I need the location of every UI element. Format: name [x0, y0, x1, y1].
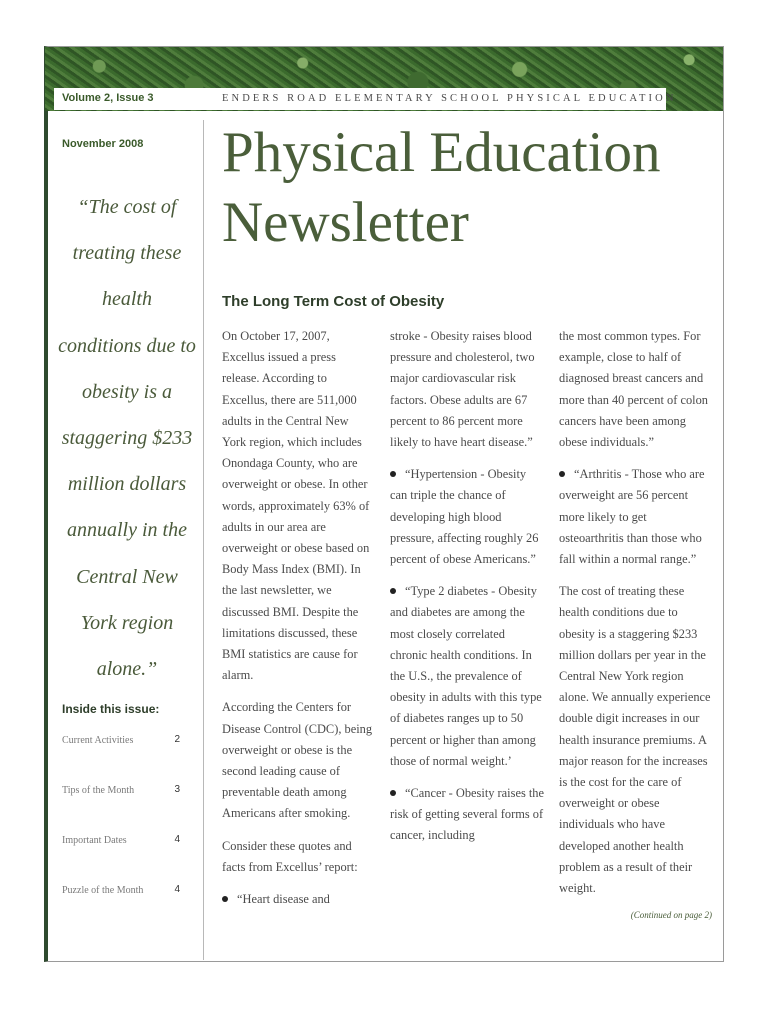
continued-link[interactable]: (Continued on page 2)	[630, 910, 712, 920]
newsletter-title	[222, 118, 661, 258]
bullet-text: “Hypertension - Obesity can triple the chance of developing high blood pressure, affecting roughly 26 percent of obese Americans.”	[390, 467, 539, 567]
bullet-item	[559, 464, 713, 570]
article-column-3	[559, 326, 713, 910]
bullet-dot	[222, 896, 228, 902]
column-divider	[203, 120, 204, 960]
article-headline: The Long Term Cost of Obesity	[222, 293, 445, 310]
toc-page: 4	[174, 834, 180, 845]
paragraph: stroke - Obesity raises blood pressure and cholesterol, two major cardiovascular risk factors. Obese adults are 67 percent to 86 percent more likely to have heart disease.”	[390, 329, 535, 450]
title-line: Physical Education	[222, 121, 661, 184]
toc-label: Puzzle of the Month	[62, 885, 144, 896]
school-name: ENDERS ROAD ELEMENTARY SCHOOL PHYSICAL EDUCATION	[222, 93, 677, 104]
pull-quote-line: annually in the	[67, 519, 187, 542]
article-column-2	[390, 326, 544, 858]
bullet-dot	[390, 471, 396, 477]
paragraph: Consider these quotes and facts from Excellus’ report:	[222, 838, 358, 874]
paragraph: the most common types. For example, close to half of diagnosed breast cancers and more than 40 percent of colon cancers have been among obese individuals.”	[559, 329, 708, 450]
paragraph: On October 17, 2007, Excellus issued a press release. According to Excellus, there are 511,000 adults in the Central New York region, which includes Onondaga County, who are overweight or obese. In other words, approximately 63% of adults in our area are overweight or obese based on Body Mass Index (BMI). In the last newsletter, we discussed BMI. Despite the limitations discussed, these BMI statistics are cause for alarm.	[222, 329, 370, 683]
bullet-dot	[390, 790, 396, 796]
bullet-dot	[390, 588, 396, 594]
toc-item-important-dates[interactable]	[62, 835, 180, 849]
pull-quote-line: staggering $233	[61, 427, 193, 450]
bullet-dot	[559, 471, 565, 477]
pull-quote-line: York region	[80, 611, 174, 634]
toc-item-puzzle-of-the-month[interactable]	[62, 885, 180, 899]
paragraph: According the Centers for Disease Control (CDC), being overweight or obese is the second leading cause of preventable death among Americans after smoking.	[222, 700, 373, 821]
toc-page: 3	[174, 784, 180, 795]
pull-quote-line: obesity is a	[82, 380, 172, 403]
pull-quote-line: health	[102, 288, 152, 311]
pull-quote-line: alone.”	[96, 658, 158, 681]
toc-label: Tips of the Month	[62, 785, 135, 796]
toc-label: Current Activities	[62, 735, 134, 746]
bullet-text: “Heart disease and	[237, 892, 330, 907]
bullet-item	[390, 783, 544, 847]
bullet-text: “Arthritis - Those who are overweight are 56 percent more likely to get osteoarthritis than those who fall within a normal range.”	[559, 467, 705, 567]
toc-item-current-activities[interactable]	[62, 735, 180, 749]
toc-page: 2	[174, 734, 180, 745]
bullet-text: “Type 2 diabetes - Obesity and diabetes are among the most closely correlated chronic health conditions. In the U.S., the prevalence of obesity in adults with this type of diabetes ranges up to 50 percent or higher than among those of normal weight.’	[390, 584, 542, 768]
toc-label: Important Dates	[62, 835, 127, 846]
paragraph: The cost of treating these health conditions due to obesity is a staggering $233 million dollars per year in the Central New York region alone. We annually experience double digit increases in our health insurance premiums. A major reason for the increases is the cost for the care of overweight or obese individuals who have developed another health problem as a result of their weight.	[559, 584, 711, 896]
bullet-item	[390, 581, 544, 772]
inside-issue-heading: Inside this issue:	[62, 702, 160, 716]
title-line: Newsletter	[222, 191, 469, 254]
pull-quote-line: conditions due to	[58, 334, 196, 357]
bullet-item	[222, 889, 374, 910]
article-column-1	[222, 326, 374, 921]
volume-issue: Volume 2, Issue 3	[62, 92, 154, 104]
pull-quote-line: “The cost of	[77, 196, 177, 218]
bullet-text: “Cancer - Obesity raises the risk of getting several forms of cancer, including	[390, 786, 544, 843]
pull-quote-line: treating these	[72, 242, 182, 265]
pull-quote-line: million dollars	[67, 473, 187, 496]
pull-quote	[54, 184, 200, 692]
pull-quote-line: Central New	[76, 565, 178, 588]
issue-date: November 2008	[62, 138, 144, 150]
toc-item-tips-of-the-month[interactable]	[62, 785, 180, 799]
toc-page: 4	[174, 884, 180, 895]
bullet-item	[390, 464, 544, 570]
